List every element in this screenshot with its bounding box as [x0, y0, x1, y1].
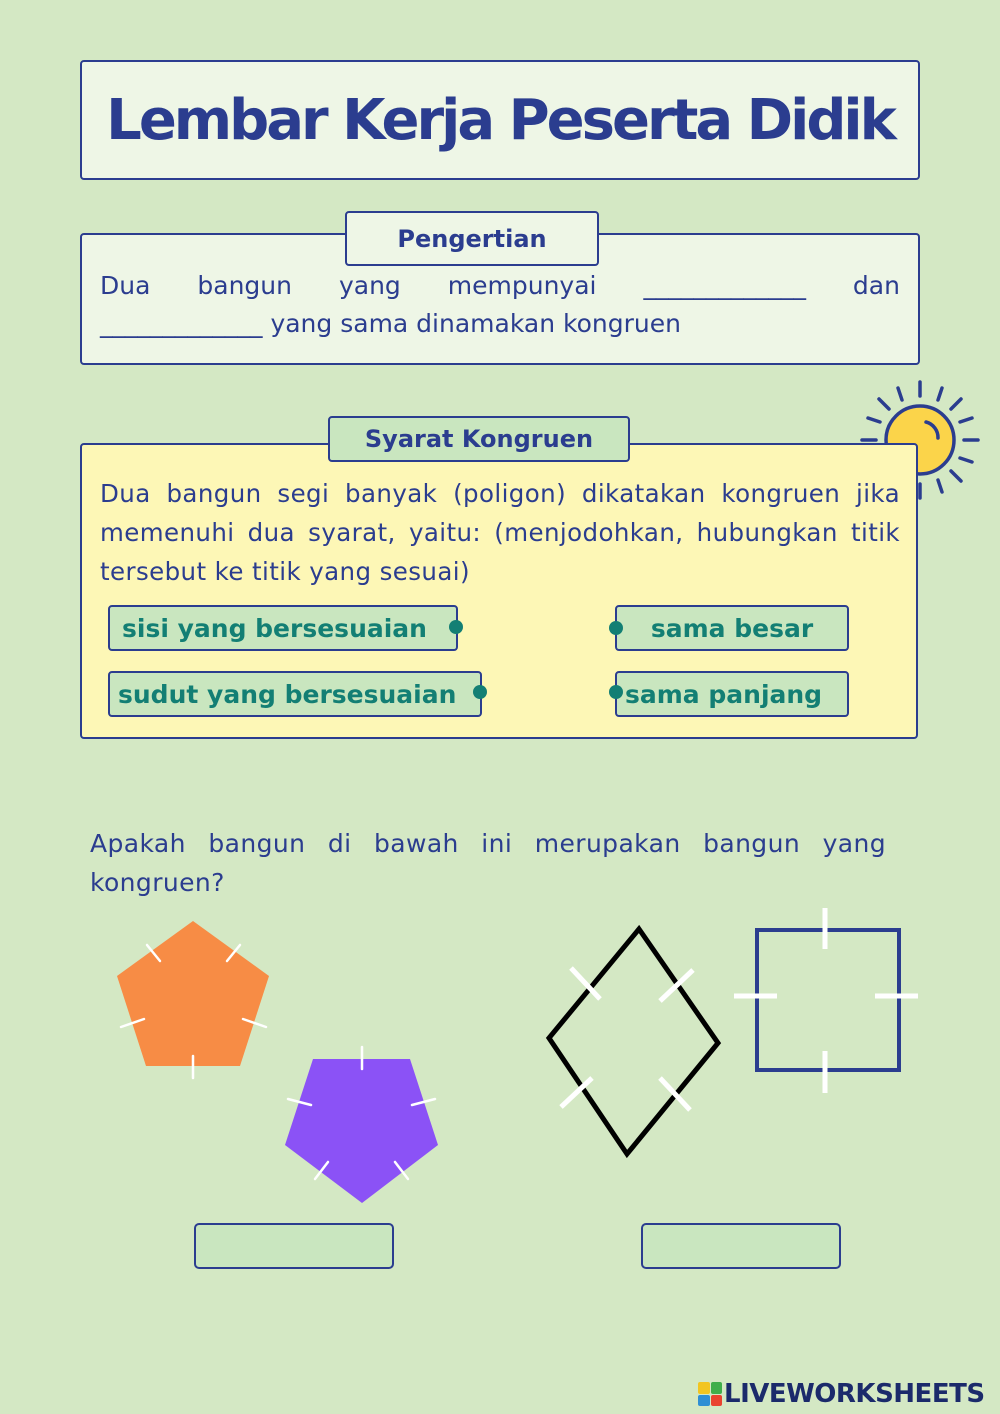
- liveworksheets-logo-icon: [698, 1382, 722, 1406]
- option-label: sisi yang bersesuaian: [122, 613, 427, 643]
- title-box: [80, 60, 920, 180]
- option-label: sama besar: [650, 613, 814, 643]
- match-right-panjang: [615, 671, 849, 717]
- black-rhombus: [549, 929, 718, 1154]
- question-text: Apakah bangun di bawah ini merupakan bangun yang kongruen?: [90, 829, 886, 897]
- pengertian-line-1: [100, 268, 900, 304]
- match-right-besar: [615, 605, 849, 651]
- word: yang: [338, 271, 401, 300]
- page-title: Lembar Kerja Peserta Didik: [106, 87, 894, 153]
- syarat-description: Dua bangun segi banyak (poligon) dikatakan kongruen jika memenuhi dua syarat, yaitu: (menjodohkan, hubungkan titik tersebut ke titik yang sesuai): [100, 479, 900, 586]
- brand-text: LIVEWORKSHEETS: [724, 1379, 985, 1409]
- word: Dua: [100, 271, 151, 300]
- word: mempunyai: [447, 271, 597, 300]
- shapes-figure: [0, 900, 1000, 1220]
- blank-1[interactable]: _____________: [643, 271, 806, 300]
- liveworksheets-brand: [698, 1376, 985, 1412]
- pengertian-heading: Pengertian: [345, 211, 599, 266]
- connect-dot-left-1[interactable]: [449, 620, 463, 634]
- option-label: sama panjang: [625, 679, 823, 709]
- match-left-sisi: [108, 605, 458, 651]
- connect-dot-right-2[interactable]: [609, 685, 623, 699]
- pengertian-line-2[interactable]: _____________ yang sama dinamakan kongruen: [100, 309, 681, 338]
- orange-pentagon: [117, 921, 269, 1066]
- rhombus-tick-marks: [561, 968, 693, 1110]
- match-left-sudut: [108, 671, 482, 717]
- answer-box-quadrilaterals[interactable]: [641, 1223, 841, 1269]
- purple-pentagon: [285, 1059, 438, 1203]
- connect-dot-left-2[interactable]: [473, 685, 487, 699]
- square-tick-marks: [734, 908, 918, 1093]
- word: bangun: [197, 271, 292, 300]
- answer-box-pentagons[interactable]: [194, 1223, 394, 1269]
- connect-dot-right-1[interactable]: [609, 621, 623, 635]
- blue-square: [757, 930, 899, 1070]
- word: dan: [852, 271, 900, 300]
- syarat-heading: Syarat Kongruen: [328, 416, 630, 462]
- option-label: sudut yang bersesuaian: [118, 679, 457, 709]
